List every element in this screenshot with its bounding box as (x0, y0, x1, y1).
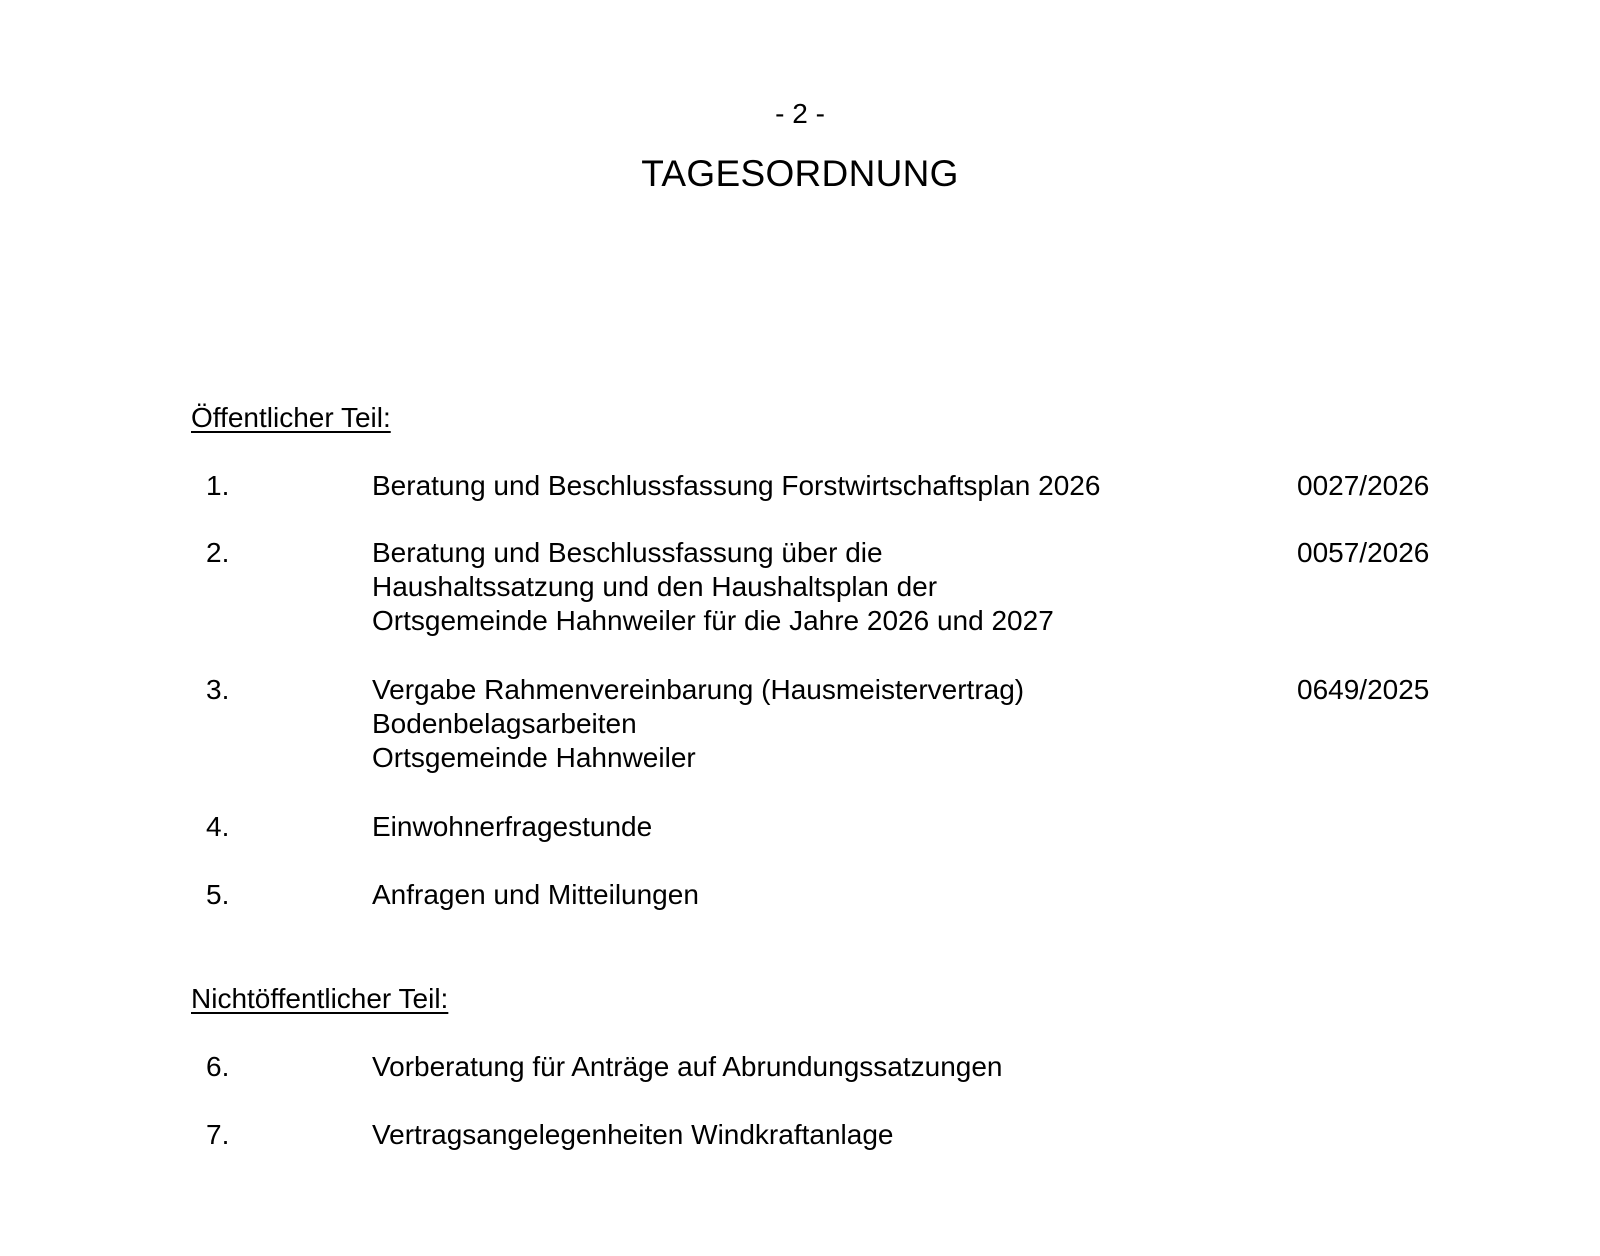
item-title-line: Haushaltssatzung und den Haushaltsplan der (372, 571, 938, 602)
item-reference-number: 0057/2026 (1297, 537, 1430, 568)
item-title (372, 1118, 1252, 1152)
item-reference-number: 0649/2025 (1297, 674, 1430, 705)
item-number: 3. (206, 674, 230, 705)
page-number: - 2 - (775, 98, 825, 129)
item-title-line: Ortsgemeinde Hahnweiler für die Jahre 2026 und 2027 (372, 605, 1054, 636)
item-number: 5. (206, 879, 230, 910)
item-title-line: Anfragen und Mitteilungen (372, 879, 699, 910)
item-title (372, 878, 1252, 912)
item-title-line: Beratung und Beschlussfassung über die (372, 537, 883, 568)
item-title (372, 810, 1252, 844)
agenda-item-2 (191, 536, 1451, 656)
public-section-heading: Öffentlicher Teil: (191, 402, 391, 433)
item-number: 7. (206, 1119, 230, 1150)
item-title-line: Vertragsangelegenheiten Windkraftanlage (372, 1119, 894, 1150)
item-title (372, 469, 1252, 503)
nonpublic-section-heading: Nichtöffentlicher Teil: (191, 983, 449, 1014)
agenda-item-5 (191, 878, 1451, 998)
item-number: 2. (206, 537, 230, 568)
agenda-item-7 (191, 1118, 1451, 1238)
item-title-line: Ortsgemeinde Hahnweiler (372, 742, 696, 773)
item-title (372, 536, 1252, 638)
item-title (372, 1050, 1252, 1084)
item-title-line: Bodenbelagsarbeiten (372, 708, 637, 739)
item-title-line: Einwohnerfragestunde (372, 811, 653, 842)
page-title: TAGESORDNUNG (641, 153, 959, 194)
agenda-item-3 (191, 673, 1451, 793)
item-title-line: Vorberatung für Anträge auf Abrundungssatzungen (372, 1051, 1003, 1082)
item-title (372, 673, 1252, 775)
item-title-line: Beratung und Beschlussfassung Forstwirtschaftsplan 2026 (372, 470, 1101, 501)
item-number: 6. (206, 1051, 230, 1082)
item-title-line: Vergabe Rahmenvereinbarung (Hausmeistervertrag) (372, 674, 1025, 705)
item-reference-number: 0027/2026 (1297, 470, 1430, 501)
item-number: 4. (206, 811, 230, 842)
item-number: 1. (206, 470, 230, 501)
